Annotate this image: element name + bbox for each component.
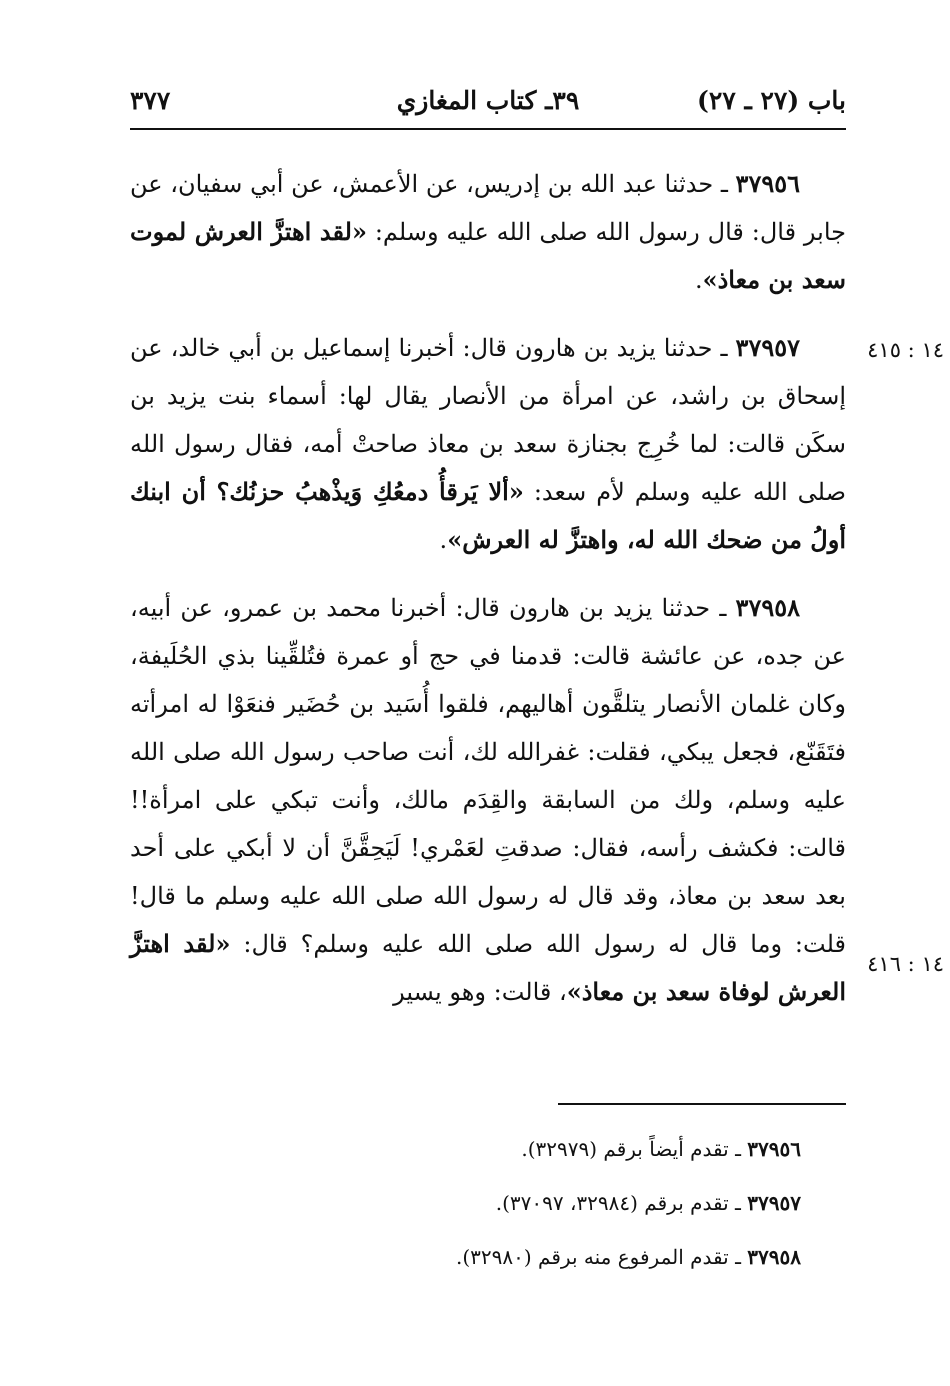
hadith-quote: «ألا يَرقأُ دمعُكِ وَيذْهبُ حزنُك؟ أن ابنك أولُ من ضحك الله له، واهتزَّ له العرش» [130, 477, 846, 554]
footnote-rule [558, 1103, 846, 1105]
footnote [130, 1230, 846, 1284]
hadith-quote: «لقد اهتزَّ العرش لوفاة سعد بن معاذ» [130, 929, 846, 1006]
hadith-paragraph [130, 160, 846, 304]
footnote-number: ٣٧٩٥٨ [747, 1245, 801, 1269]
hadith-text: ـ حدثنا يزيد بن هارون قال: أخبرنا إسماعيل بن أبي خالد، عن إسحاق بن راشد، عن امرأة من الأنصار يقال لها: أسماء بنت يزيد بن سكَن قالت: لما خُرِج بجنازة سعد بن معاذ صاحتْ أمه، فقال رسول الله صلى الله عليه وسلم لأم سعد: [130, 334, 846, 506]
running-header [130, 78, 846, 128]
main-text [130, 160, 846, 1036]
margin-reference: ١٤ : ٤١٦ [867, 952, 944, 976]
book-title: ٣٩ـ كتاب المغازي [396, 86, 580, 115]
hadith-quote: «لقد اهتزَّ العرش لموت سعد بن معاذ» [130, 217, 846, 294]
footnotes [130, 1122, 846, 1284]
chapter-label: باب (٢٧ ـ ٢٧) [697, 86, 846, 115]
header-rule [130, 128, 846, 130]
footnote-number: ٣٧٩٥٧ [747, 1191, 801, 1215]
footnote-text: ـ تقدم المرفوع منه برقم (٣٢٩٨٠). [456, 1245, 748, 1269]
hadith-tail: ، قالت: وهو يسير [393, 978, 567, 1006]
footnote [130, 1122, 846, 1176]
footnote-text: ـ تقدم أيضاً برقم (٣٢٩٧٩). [521, 1137, 748, 1161]
margin-reference: ١٤ : ٤١٥ [867, 338, 944, 362]
hadith-number: ٣٧٩٥٧ [735, 333, 800, 362]
footnote [130, 1176, 846, 1230]
page-number: ٣٧٧ [130, 86, 171, 115]
hadith-text: ـ حدثنا يزيد بن هارون قال: أخبرنا محمد بن عمرو، عن أبيه، عن جده، عن عائشة قالت: قدمنا في حج أو عمرة فتُلقِّينا بذي الحُلَيفة، وكان غلمان الأنصار يتلقَّون أهاليهم، فلقوا أُسَيد بن حُضَير فنعَوْا له امرأته فتَقَنّع، فجعل يبكي، فقلت: غفرالله لك، أنت صاحب رسول الله صلى الله عليه وسلم، ولك من السابقة والقِدَم مالك، وأنت تبكي على امرأة!! قالت: فكشف رأسه، فقال: صدقتِ لعَمْري! لَيَحِقَّنَّ أن لا أبكي على أحد بعد سعد بن معاذ، وقد قال له رسول الله صلى الله عليه وسلم ما قال! قلت: وما قال له رسول الله صلى الله عليه وسلم؟ قال: [130, 594, 846, 958]
hadith-tail: . [694, 266, 703, 294]
footnote-number: ٣٧٩٥٦ [747, 1137, 801, 1161]
hadith-tail: . [439, 526, 448, 554]
hadith-paragraph [130, 324, 846, 564]
hadith-paragraph [130, 584, 846, 1016]
hadith-number: ٣٧٩٥٦ [735, 169, 800, 198]
hadith-number: ٣٧٩٥٨ [735, 593, 800, 622]
hadith-text: ـ حدثنا عبد الله بن إدريس، عن الأعمش، عن أبي سفيان، عن جابر قال: قال رسول الله صلى الله عليه وسلم: [130, 170, 846, 246]
footnote-text: ـ تقدم برقم (٣٢٩٨٤، ٣٧٠٩٧). [495, 1191, 748, 1215]
